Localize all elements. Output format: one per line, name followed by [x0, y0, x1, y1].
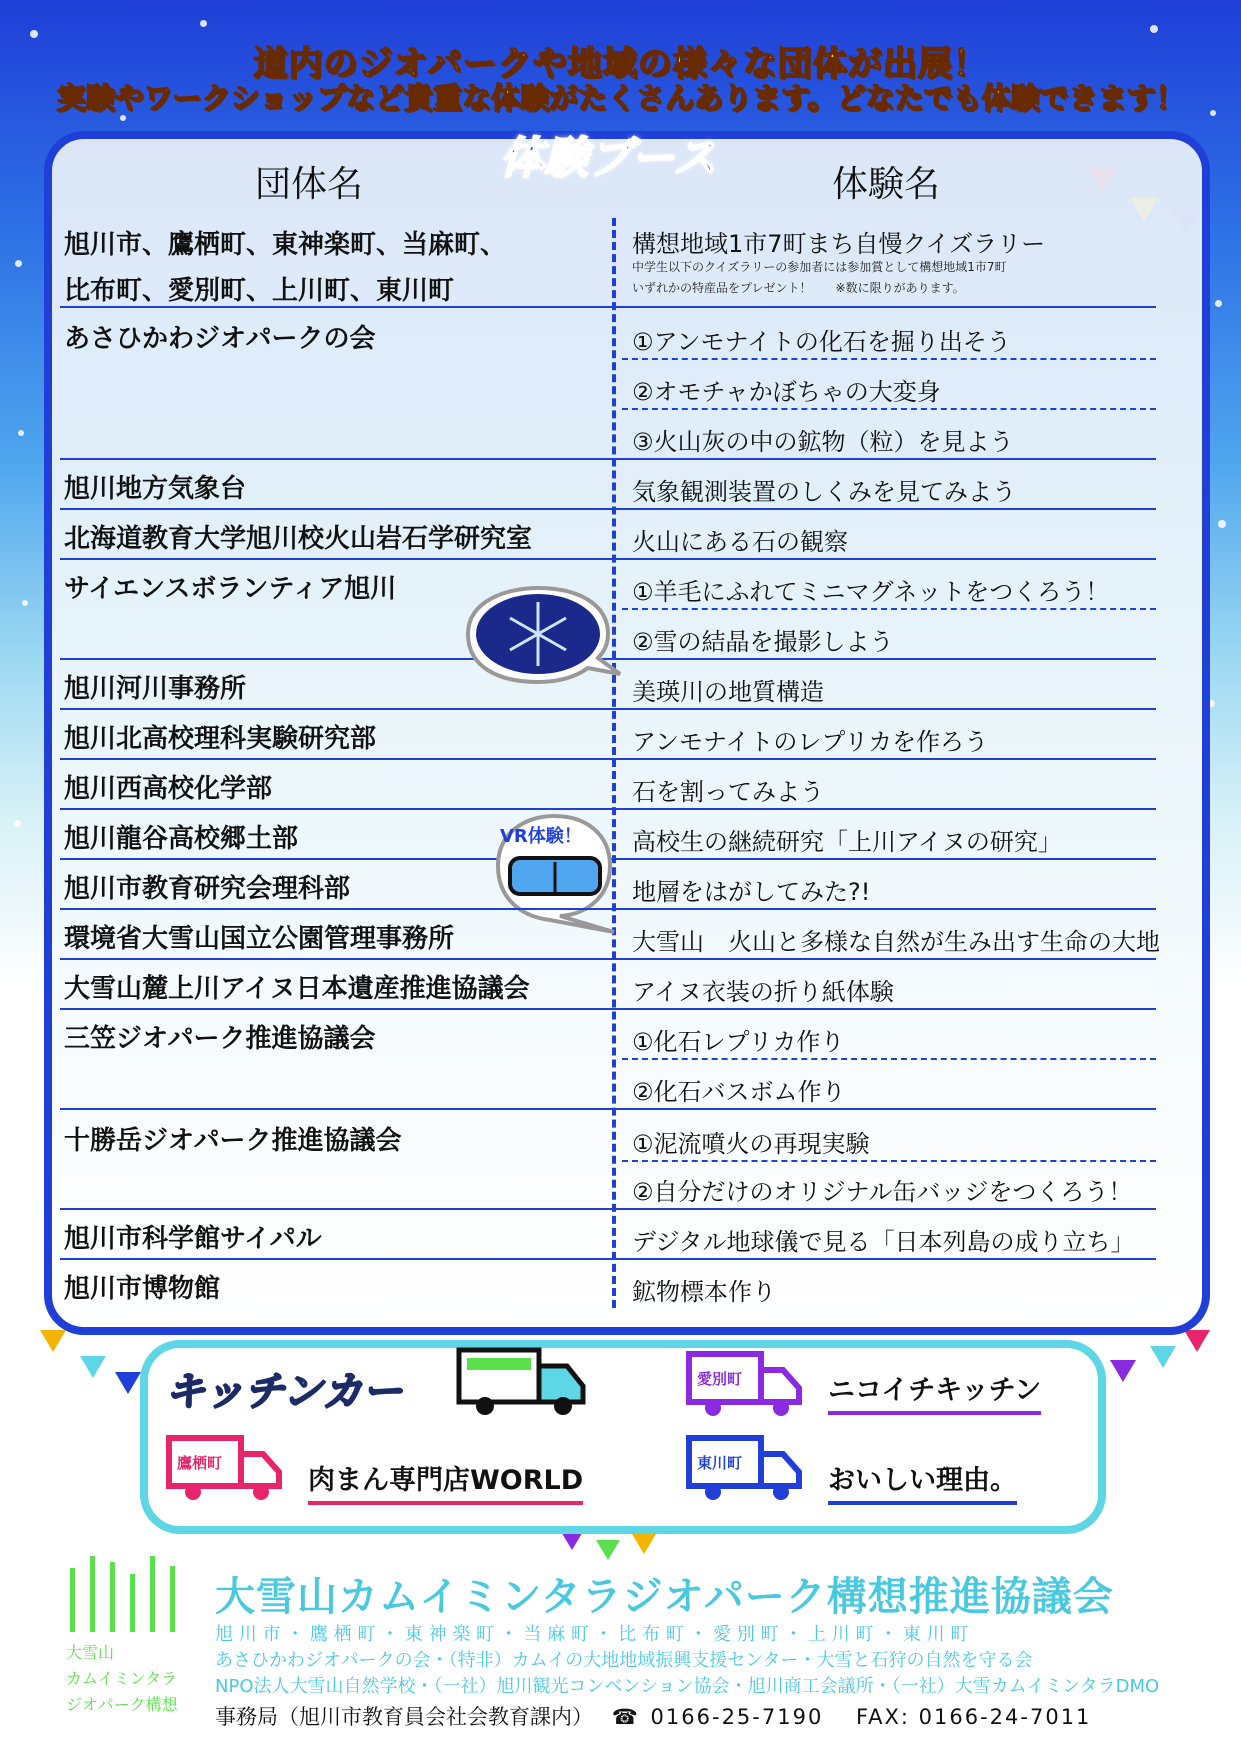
food-truck-icon [455, 1340, 590, 1420]
experience-name: ①泥流噴火の再現実験 [632, 1130, 870, 1158]
org-name: 旭川市、鷹栖町、東神楽町、当麻町、 [64, 230, 507, 260]
org-name: 比布町、愛別町、上川町、東川町 [64, 276, 455, 306]
org-name: 旭川河川事務所 [64, 674, 247, 704]
row-separator [60, 1208, 1156, 1210]
experience-name: 構想地域1市7町まち自慢クイズラリー [632, 230, 1046, 258]
row-separator [60, 1108, 1156, 1110]
experience-name: ②化石バスボム作り [632, 1078, 846, 1106]
town-tag: 東川町 [697, 1454, 743, 1472]
row-separator [60, 908, 1156, 910]
sub-separator [622, 1058, 1156, 1060]
vr-label: VR体験！ [500, 826, 582, 847]
row-separator [60, 558, 1156, 560]
experience-note: 中学生以下のクイズラリーの参加者には参加賞として構想地域1市7町 [632, 260, 1007, 274]
row-separator [60, 1008, 1156, 1010]
experience-name: ②雪の結晶を撮影しよう [632, 628, 894, 656]
column-header-org: 団体名 [255, 164, 364, 205]
org-name: 十勝岳ジオパーク推進協議会 [64, 1126, 402, 1156]
town-tag: 鷹栖町 [177, 1454, 223, 1472]
phone-icon: ☎ [611, 1705, 638, 1729]
member-list: NPO法人大雪山自然学校・（一社）旭川観光コンベンション協会・旭川商工会議所・（一社）大雪カムイミンタラDMO [215, 1676, 1160, 1697]
org-name: 旭川龍谷高校郷土部 [64, 824, 299, 854]
phone-number: 0166-25-7190 [650, 1705, 824, 1729]
member-list: 旭 川 市 ・ 鷹 栖 町 ・ 東 神 楽 町 ・ 当 麻 町 ・ 比 布 町 ・ 愛 別 町 ・ 上 川 町 ・ 東 川 町 [215, 1624, 969, 1645]
experience-name: デジタル地球儀で見る「日本列島の成り立ち」 [632, 1228, 1135, 1256]
org-name: あさひかわジオパークの会 [64, 324, 376, 354]
sub-separator [622, 608, 1156, 610]
shop-name: ニコイチキッチン [828, 1368, 1041, 1415]
org-name: 北海道教育大学旭川校火山岩石学研究室 [64, 524, 533, 554]
org-name: 旭川地方気象台 [64, 474, 247, 504]
org-name: 旭川市科学館サイパル [64, 1224, 322, 1254]
headline-line2: 実験やワークショップなど貴重な体験がたくさんあります。どなたでも体験できます！ [56, 81, 1185, 115]
row-separator [60, 958, 1156, 960]
row-separator [60, 1258, 1156, 1260]
org-name: 旭川北高校理科実験研究部 [64, 724, 377, 754]
experience-name: ②自分だけのオリジナル缶バッジをつくろう！ [632, 1178, 1133, 1206]
shop-name: おいしい理由。 [828, 1458, 1017, 1505]
experience-name: 大雪山 火山と多様な自然が生み出す生命の大地 [632, 928, 1160, 956]
org-name: サイエンスボランティア旭川 [64, 574, 397, 604]
member-list: あさひかわジオパークの会・（特非）カムイの大地地域振興支援センター・大雪と石狩の自然を守る会 [215, 1650, 1033, 1671]
geopark-logo-text: 大雪山 カムイミンタラ ジオパーク構想 [66, 1643, 178, 1714]
org-name: 旭川市博物館 [64, 1274, 221, 1304]
kitchen-car-title: キッチンカー [165, 1369, 403, 1415]
headline-line1: 道内のジオパークや地域の様々な団体が出展！ [253, 44, 988, 84]
experience-name: 美瑛川の地質構造 [632, 678, 824, 706]
office-info [215, 1701, 1091, 1731]
booth-title: 体験ブース [500, 133, 717, 184]
vr-goggles-icon [510, 858, 600, 894]
org-name: 旭川西高校化学部 [64, 774, 273, 804]
row-separator [60, 708, 1156, 710]
row-separator [60, 458, 1156, 460]
experience-name: ①化石レプリカ作り [632, 1028, 845, 1056]
column-header-exp: 体験名 [832, 164, 941, 205]
org-name: 旭川市教育研究会理科部 [64, 874, 351, 904]
experience-name: 鉱物標本作り [632, 1278, 776, 1306]
sub-separator [622, 408, 1156, 410]
sub-separator [622, 1160, 1156, 1162]
experience-name: ①羊毛にふれてミニマグネットをつくろう！ [632, 578, 1110, 606]
row-separator [60, 508, 1156, 510]
shop-name: 肉まん専門店WORLD [308, 1458, 583, 1505]
geopark-logo-icon [66, 1552, 186, 1636]
org-name: 大雪山麓上川アイヌ日本遺産推進協議会 [64, 974, 530, 1004]
row-separator [60, 306, 1156, 308]
org-name: 三笠ジオパーク推進協議会 [64, 1024, 376, 1054]
experience-note: いずれかの特産品をプレゼント！ ※数に限りがあります。 [632, 281, 965, 295]
experience-name: 気象観測装置のしくみを見てみよう [632, 478, 1016, 506]
experience-name: アイヌ衣装の折り紙体験 [632, 978, 894, 1006]
council-name: 大雪山カムイミンタラジオパーク構想推進協議会 [215, 1574, 1114, 1620]
town-tag: 愛別町 [697, 1370, 743, 1388]
experience-name: ③火山灰の中の鉱物（粒）を見よう [632, 428, 1014, 456]
experience-name: ②オモチャかぼちゃの大変身 [632, 378, 941, 406]
fax-number: FAX: 0166-24-7011 [856, 1705, 1092, 1729]
office-name: 事務局（旭川市教育員会社会教育課内） [215, 1705, 593, 1729]
sub-separator [622, 358, 1156, 360]
column-divider [612, 218, 616, 1308]
experience-name: 地層をはがしてみた?! [632, 878, 871, 906]
experience-name: 石を割ってみよう [632, 778, 824, 806]
experience-name: 高校生の継続研究「上川アイヌの研究」 [632, 828, 1062, 856]
org-name: 環境省大雪山国立公園管理事務所 [64, 924, 455, 954]
experience-name: ①アンモナイトの化石を掘り出そう [632, 328, 1011, 356]
experience-name: アンモナイトのレプリカを作ろう [632, 728, 989, 756]
experience-name: 火山にある石の観察 [632, 528, 848, 556]
row-separator [60, 758, 1156, 760]
snow-crystal-bubble [448, 582, 623, 686]
